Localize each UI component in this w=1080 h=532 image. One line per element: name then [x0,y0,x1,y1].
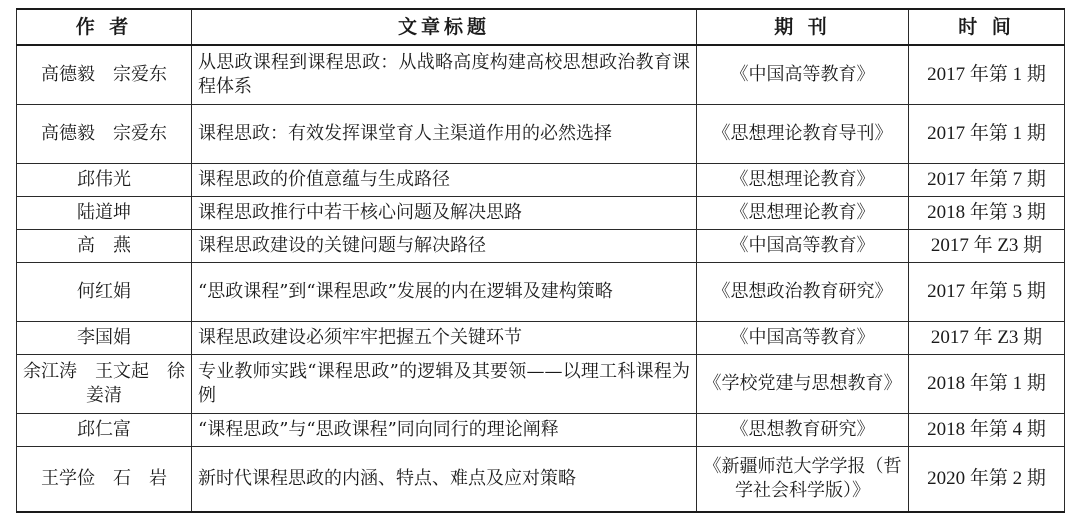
table-row [17,447,1065,513]
cell-title: 课程思政推行中若干核心问题及解决思路 [192,197,697,230]
cell-title: 课程思政的价值意蕴与生成路径 [192,164,697,197]
cell-journal: 《中国高等教育》 [697,45,909,105]
cell-date: 2018 年第 3 期 [909,197,1065,230]
cell-journal: 《思想教育研究》 [697,414,909,447]
cell-title: 课程思政：有效发挥课堂育人主渠道作用的必然选择 [192,105,697,164]
cell-author: 高 燕 [17,230,192,263]
table-header [17,9,1065,45]
header-row [17,9,1065,45]
literature-table [16,8,1065,513]
header-journal: 期 刊 [697,9,909,45]
table-row [17,45,1065,105]
cell-date: 2017 年第 5 期 [909,263,1065,322]
cell-date: 2020 年第 2 期 [909,447,1065,513]
table-row [17,322,1065,355]
cell-journal: 《新疆师范大学学报（哲学社会科学版）》 [697,447,909,513]
table-row [17,414,1065,447]
table-row [17,164,1065,197]
table-row [17,197,1065,230]
cell-author: 邱仁富 [17,414,192,447]
cell-journal: 《思想理论教育》 [697,164,909,197]
cell-title: “课程思政”与“思政课程”同向同行的理论阐释 [192,414,697,447]
cell-author: 高德毅 宗爱东 [17,45,192,105]
cell-title: 专业教师实践“课程思政”的逻辑及其要领——以理工科课程为例 [192,355,697,414]
cell-author: 余江涛 王文起 徐姜清 [17,355,192,414]
cell-title: 从思政课程到课程思政：从战略高度构建高校思想政治教育课程体系 [192,45,697,105]
cell-journal: 《中国高等教育》 [697,322,909,355]
cell-date: 2017 年 Z3 期 [909,322,1065,355]
cell-author: 何红娟 [17,263,192,322]
cell-journal: 《中国高等教育》 [697,230,909,263]
cell-journal: 《思想理论教育导刊》 [697,105,909,164]
cell-date: 2017 年第 7 期 [909,164,1065,197]
cell-author: 陆道坤 [17,197,192,230]
cell-journal: 《思想理论教育》 [697,197,909,230]
table-body [17,45,1065,512]
cell-date: 2017 年第 1 期 [909,45,1065,105]
cell-author: 王学俭 石 岩 [17,447,192,513]
cell-journal: 《学校党建与思想教育》 [697,355,909,414]
cell-author: 邱伟光 [17,164,192,197]
header-date: 时 间 [909,9,1065,45]
cell-journal: 《思想政治教育研究》 [697,263,909,322]
table-row [17,263,1065,322]
cell-author: 李国娟 [17,322,192,355]
cell-date: 2018 年第 4 期 [909,414,1065,447]
cell-date: 2018 年第 1 期 [909,355,1065,414]
table-row [17,230,1065,263]
cell-title: 新时代课程思政的内涵、特点、难点及应对策略 [192,447,697,513]
table-row [17,105,1065,164]
header-title: 文章标题 [192,9,697,45]
header-author: 作 者 [17,9,192,45]
cell-date: 2017 年第 1 期 [909,105,1065,164]
cell-author: 高德毅 宗爱东 [17,105,192,164]
table-row [17,355,1065,414]
cell-title: 课程思政建设的关键问题与解决路径 [192,230,697,263]
cell-title: 课程思政建设必须牢牢把握五个关键环节 [192,322,697,355]
cell-date: 2017 年 Z3 期 [909,230,1065,263]
cell-title: “思政课程”到“课程思政”发展的内在逻辑及建构策略 [192,263,697,322]
